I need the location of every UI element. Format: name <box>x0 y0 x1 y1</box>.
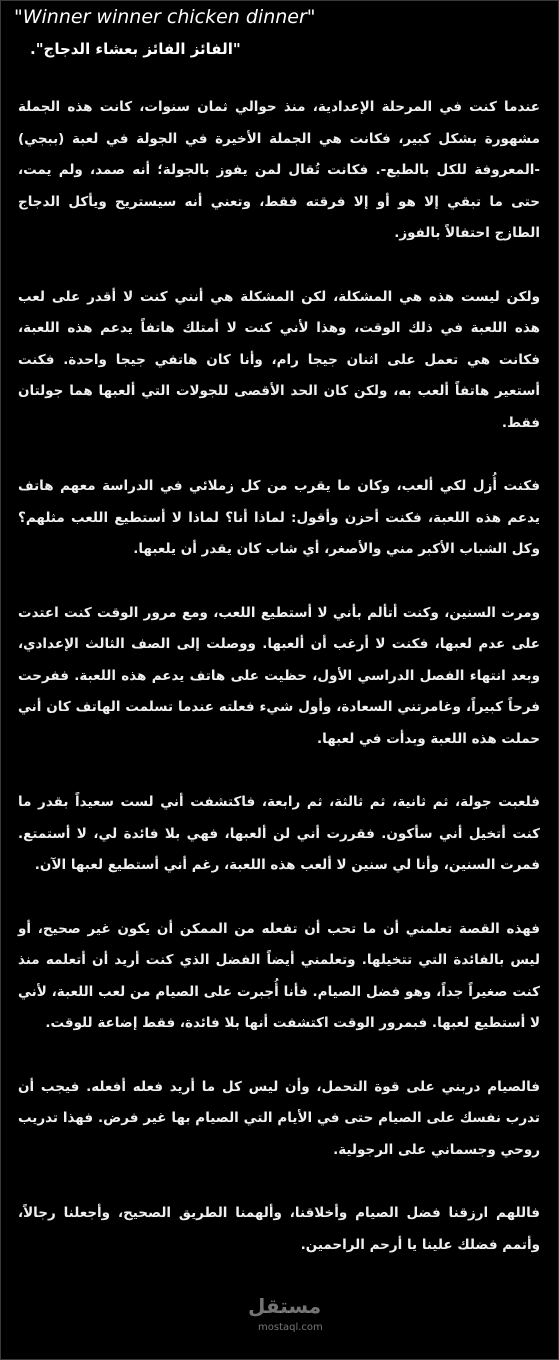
title-arabic: "الفائز الفائز بعشاء الدجاج". <box>30 40 241 58</box>
watermark-logo: مستقل <box>248 1294 322 1318</box>
paragraph-4: ومرت السنين، وكنت أتألم بأني لا أستطيع اللعب، ومع مرور الوقت كنت اعتدت على عدم لعبها، فكنت لا أرغب أن ألعبها. ووصلت إلى الصف الثالث الإعدادي، وبعد انتهاء الفصل الدراسي الأول، حظيت على هاتف يدعم هذه اللعبة. ففرحت فرحاً كبيراً، وغامرتني السعادة، وأول شيء فعلته عندما تسلمت الهاتف كان أني حملت هذه اللعبة وبدأت في لعبها. <box>18 604 540 747</box>
title-english: "Winner winner chicken dinner" <box>14 6 316 28</box>
watermark-domain: mostaql.com <box>258 1322 323 1333</box>
paragraph-1: عندما كنت في المرحلة الإعدادية، منذ حوالي ثمان سنوات، كانت هذه الجملة مشهورة بشكل كبير، فكانت هي الجملة الأخيرة في الجولة في لعبة (ببجي) -المعروفة للكل بالطبع-. فكانت تُقال لمن يفوز بالجولة؛ أنه صمد، ولم يمت، حتى ما تبقي إلا هو أو إلا فرقته فقط، وتعني أنه سيستريح ويأكل الدجاج الطازج احتفالاً بالفوز. <box>18 99 540 241</box>
paragraph-5: فلعبت جولة، ثم ثانية، ثم ثالثة، ثم رابعة، فاكتشفت أني لست سعيداً بقدر ما كنت أتخيل أني سأكون. فقررت أني لن ألعبها، فهي بلا فائدة لي، لا أستمتع. فمرت السنين، وأنا لي سنين لا ألعب هذه اللعبة، رغم أني أستطيع لعبها الآن. <box>18 794 540 873</box>
paragraph-3: فكنت أُزل لكي ألعب، وكان ما يقرب من كل زملائي في الدراسة معهم هاتف يدعم هذه اللعبة، فكنت أحزن وأقول: لماذا أنا؟ لماذا لا أستطيع اللعب مثلهم؟ وكل الشباب الأكبر مني والأصغر، أي شاب كان يقدر أن يلعبها. <box>18 478 540 557</box>
article-body <box>18 92 540 1261</box>
paragraph-2: ولكن ليست هذه هي المشكلة، لكن المشكلة هي أنني كنت لا أقدر على لعب هذه اللعبة في ذلك الوقت، وهذا لأني كنت لا أمتلك هاتفاً يدعم هذه اللعبة، فكانت هي تعمل على اثنان جيجا رام، وأنا كان هاتفي جيجا واحدة. فكنت أستعير هاتفاً ألعب به، ولكن كان الحد الأقصى للجولات التي ألعبها هما جولتان فقط. <box>18 288 540 431</box>
paragraph-6: فهذه القصة تعلمني أن ما تحب أن تفعله من الممكن أن يكون غير صحيح، أو ليس بالفائدة التي تتخيلها. وتعلمني أيضاً الفضل الذي كنت أريد أن أتعلمه منذ كنت صغيراً جداً، وهو فضل الصيام. فأنا أُجبرت على الصيام من لعب اللعبة، لأني لا أستطيع لعبها. فبمرور الوقت اكتشفت أنها بلا فائدة، فقط إضاعة للوقت. <box>18 920 540 1031</box>
paragraph-7: فالصيام دربني على قوة التحمل، وأن ليس كل ما أريد فعله أفعله. فيجب أن تدرب نفسك على الصيام حتى في الأيام التي الصيام بها غير فرض. فهذا تدريب روحي وجسماني على الرجولية. <box>18 1078 540 1158</box>
paragraph-8: فاللهم ارزقنا فضل الصيام وأخلاقنا، وألهمنا الطريق الصحيح، وأجعلنا رجالاً، وأتمم فضلك علينا يا أرحم الراحمين. <box>18 1205 540 1253</box>
